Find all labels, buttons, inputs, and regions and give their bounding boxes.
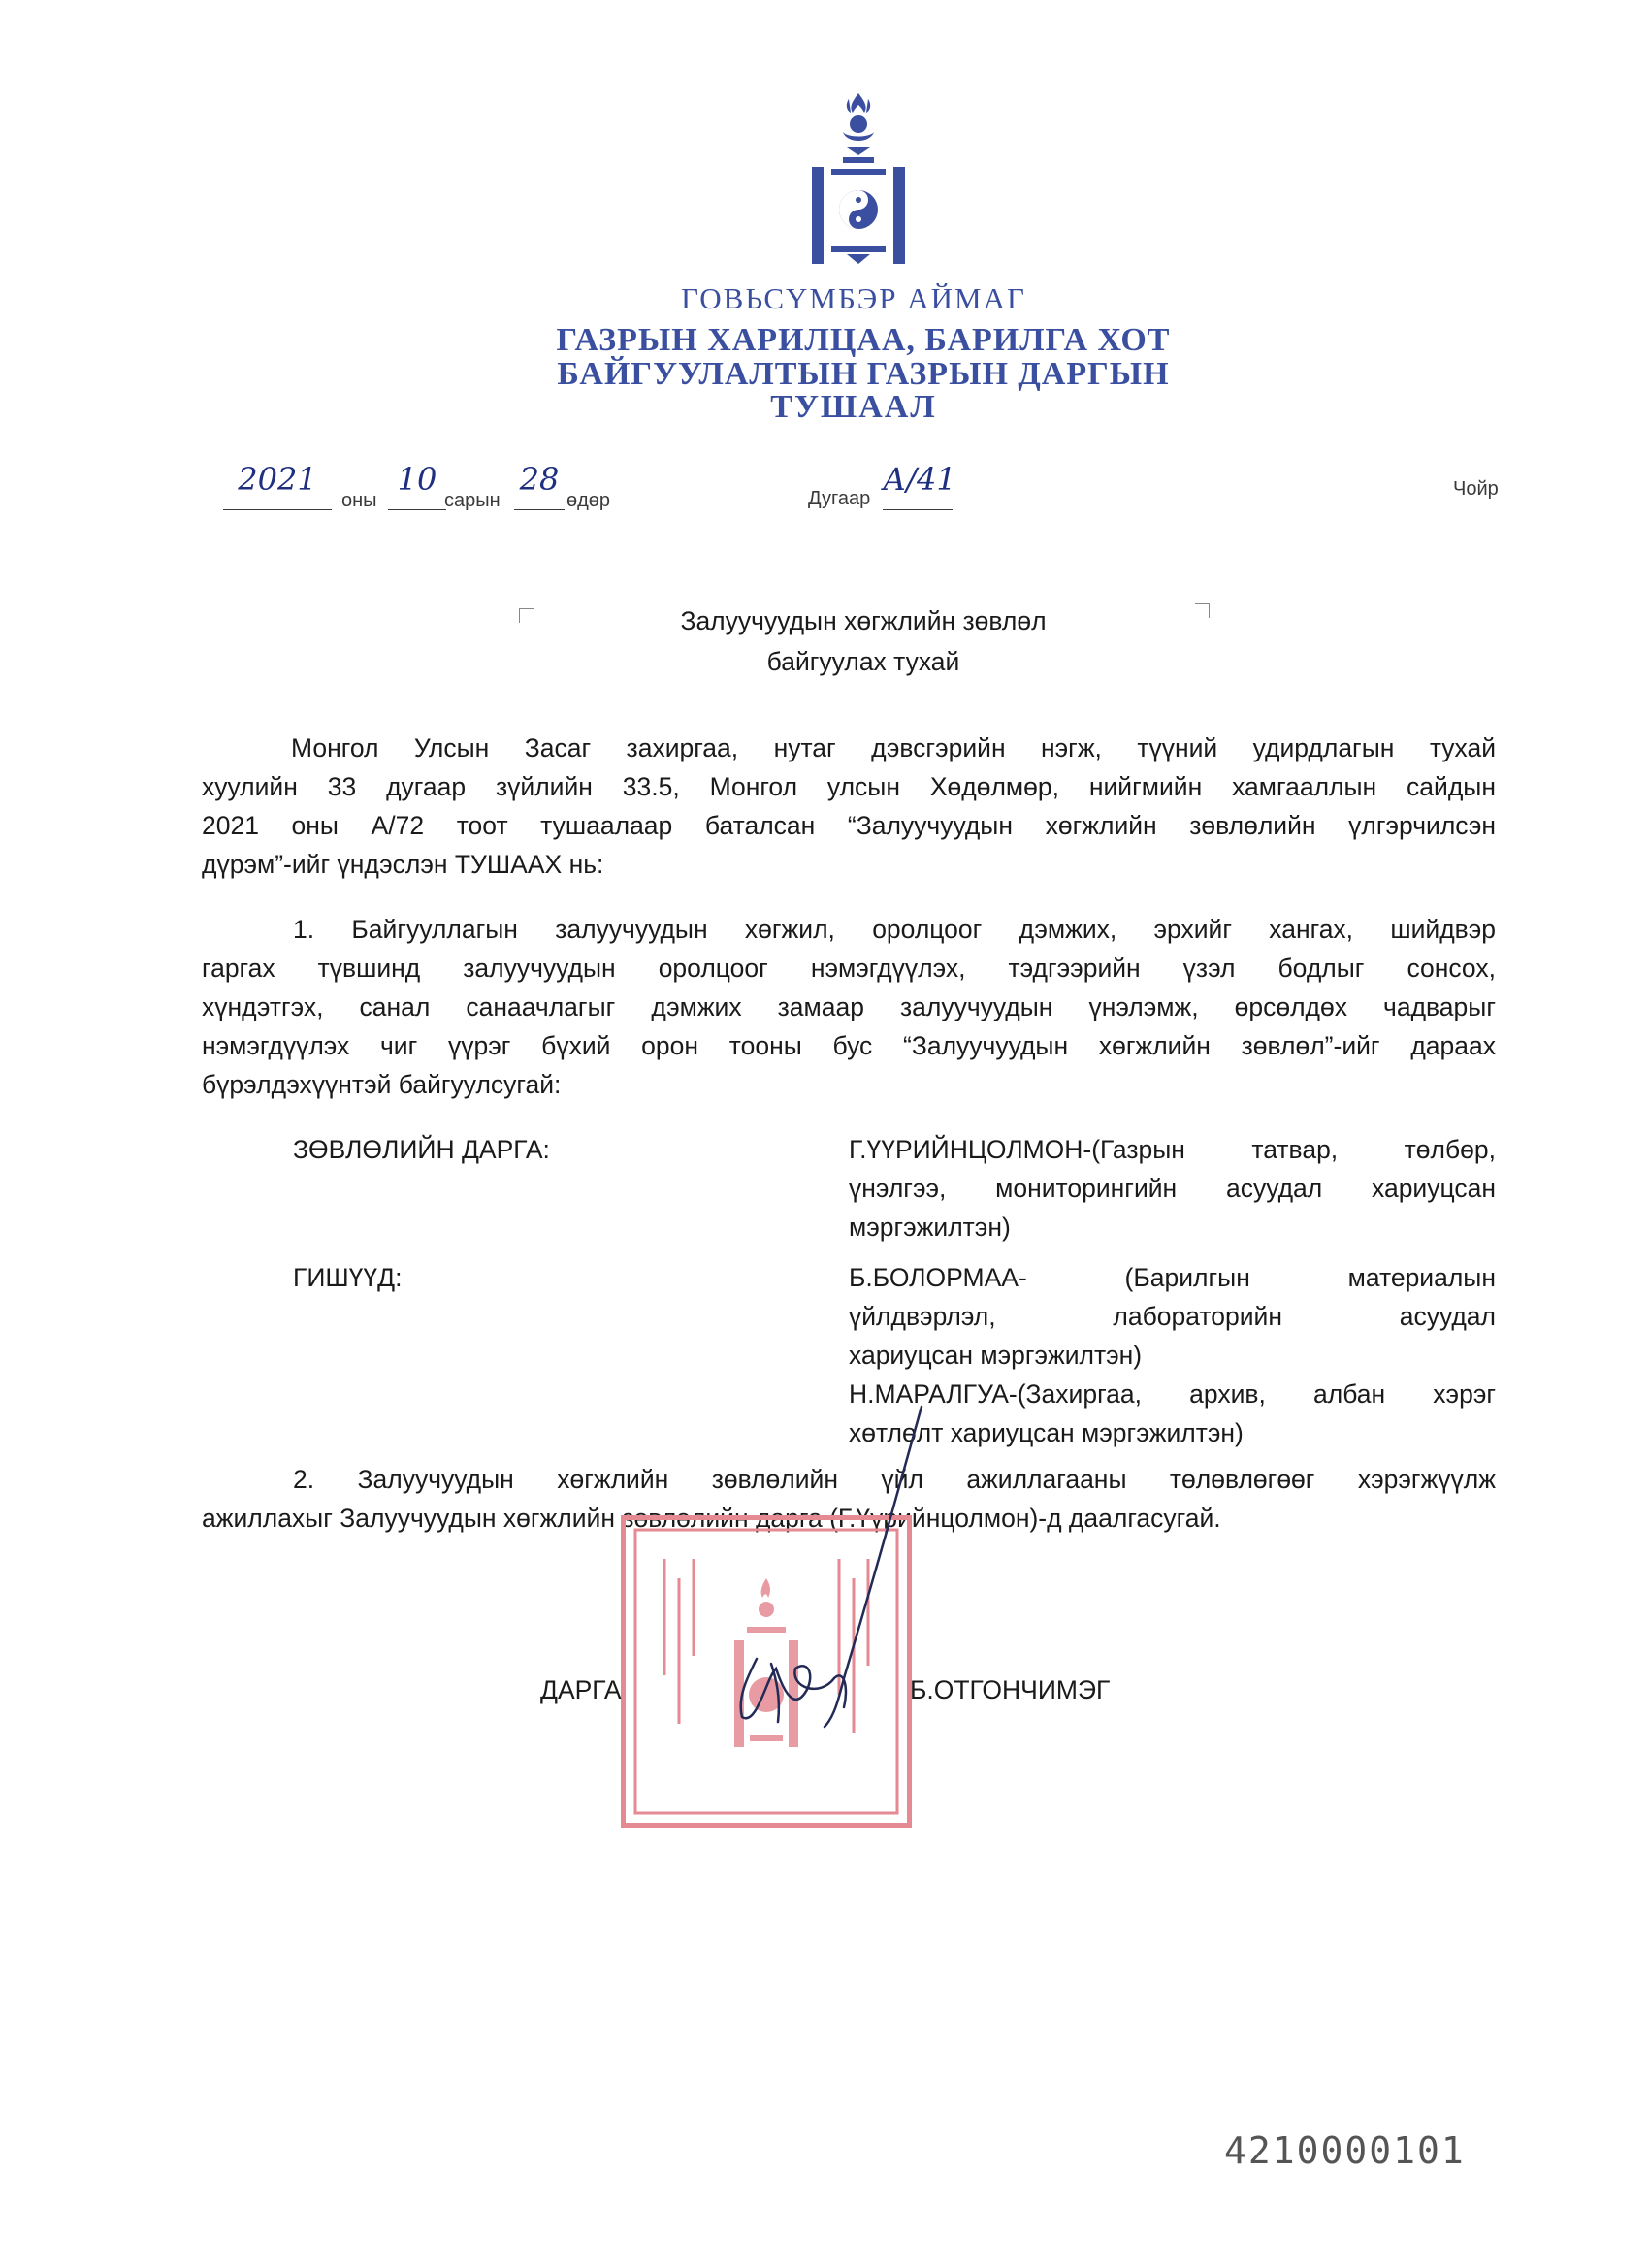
soyombo-emblem-icon: [810, 93, 907, 264]
item-1-line: 1. Байгууллагын залуучуудын хөгжил, оролцоог дэмжих, эрхийг хангах, шийдвэр: [293, 915, 1496, 944]
intro-line: дүрэм”-ийг үндэслэн ТУШААХ нь:: [202, 850, 604, 879]
org-region: ГОВЬСҮМБЭР АЙМАГ: [681, 281, 1026, 315]
member-2-line: хөтлөлт хариуцсан мэргэжилтэн): [849, 1418, 1244, 1447]
handwritten-signature-icon: [698, 1387, 941, 1756]
signatory-name: Б.ОТГОНЧИМЭГ: [910, 1675, 1111, 1704]
date-day: 28: [514, 461, 565, 510]
date-month-suffix: сарын: [444, 490, 501, 511]
intro-line: хуулийн 33 дугаар зүйлийн 33.5, Монгол улсын Хөдөлмөр, нийгмийн хамгааллын сайдын: [202, 772, 1496, 801]
date-year-suffix: оны: [341, 490, 377, 511]
signatory-title: ДАРГА: [540, 1675, 622, 1704]
chair-line: үнэлгээ, мониторингийн асуудал хариуцсан: [849, 1174, 1496, 1203]
item-1-line: нэмэгдүүлэх чиг үүрэг бүхий орон тооны бус “Залуучуудын хөгжлийн зөвлөл”-ийг дараах: [202, 1031, 1496, 1060]
member-1-line: хариуцсан мэргэжилтэн): [849, 1341, 1143, 1370]
member-1-line: Б.БОЛОРМАА- (Барилгын материалын: [849, 1263, 1496, 1292]
date-day-suffix: өдөр: [566, 490, 611, 511]
date-year: 2021: [223, 461, 332, 510]
chair-line: Г.ҮҮРИЙНЦОЛМОН-(Газрын татвар, төлбөр,: [849, 1135, 1496, 1164]
item-2-line: 2. Залуучуудын хөгжлийн зөвлөлийн үйл ажиллагааны төлөвлөгөөг хэрэгжүүлж: [293, 1465, 1496, 1494]
date-line: [223, 461, 1504, 519]
number-label: Дугаар: [808, 488, 871, 509]
item-1-line: хүндэтгэх, санал санаачлагыг дэмжих замаар залуучуудын үнэлэмж, өрсөлдөх чадварыг: [202, 992, 1496, 1021]
intro-line: 2021 оны А/72 тоот тушаалаар баталсан “Залуучуудын хөгжлийн зөвлөлийн үлгэрчилсэн: [202, 811, 1496, 840]
member-2-line: Н.МАРАЛГУА-(Захиргаа, архив, албан хэрэг: [849, 1379, 1496, 1409]
subject-line-1: Залуучуудын хөгжлийн зөвлөл: [680, 606, 1047, 635]
chair-label: ЗӨВЛӨЛИЙН ДАРГА:: [293, 1135, 550, 1164]
item-1-line: бүрэлдэхүүнтэй байгуулсугай:: [202, 1070, 562, 1099]
document-number: А/41: [883, 461, 953, 510]
member-1-line: үйлдвэрлэл, лабораторийн асуудал: [849, 1302, 1496, 1331]
chair-line: мэргэжилтэн): [849, 1213, 1011, 1242]
date-month: 10: [388, 461, 446, 510]
document-type: ТУШААЛ: [770, 389, 937, 425]
document-serial-number: 4210000101: [1224, 2129, 1466, 2172]
members-label: ГИШҮҮД:: [293, 1263, 403, 1292]
place-name: Чойр: [1453, 478, 1499, 500]
item-2-line: ажиллахыг Залуучуудын хөгжлийн зөвлөлийн дарга (Г.Үүрийнцолмон)-д даалгасугай.: [202, 1504, 1221, 1533]
org-name-line-1: ГАЗРЫН ХАРИЛЦАА, БАРИЛГА ХОТ: [556, 322, 1171, 358]
item-1-line: гаргах түвшинд залуучуудын оролцоог нэмэгдүүлэх, тэдгээрийн үзэл бодлыг сонсох,: [202, 954, 1496, 983]
org-name-line-2: БАЙГУУЛАЛТЫН ГАЗРЫН ДАРГЫН: [557, 356, 1170, 392]
subject-line-2: байгуулах тухай: [766, 647, 960, 676]
intro-line: Монгол Улсын Засаг захиргаа, нутаг дэвсгэрийн нэгж, түүний удирдлагын тухай: [291, 733, 1496, 762]
